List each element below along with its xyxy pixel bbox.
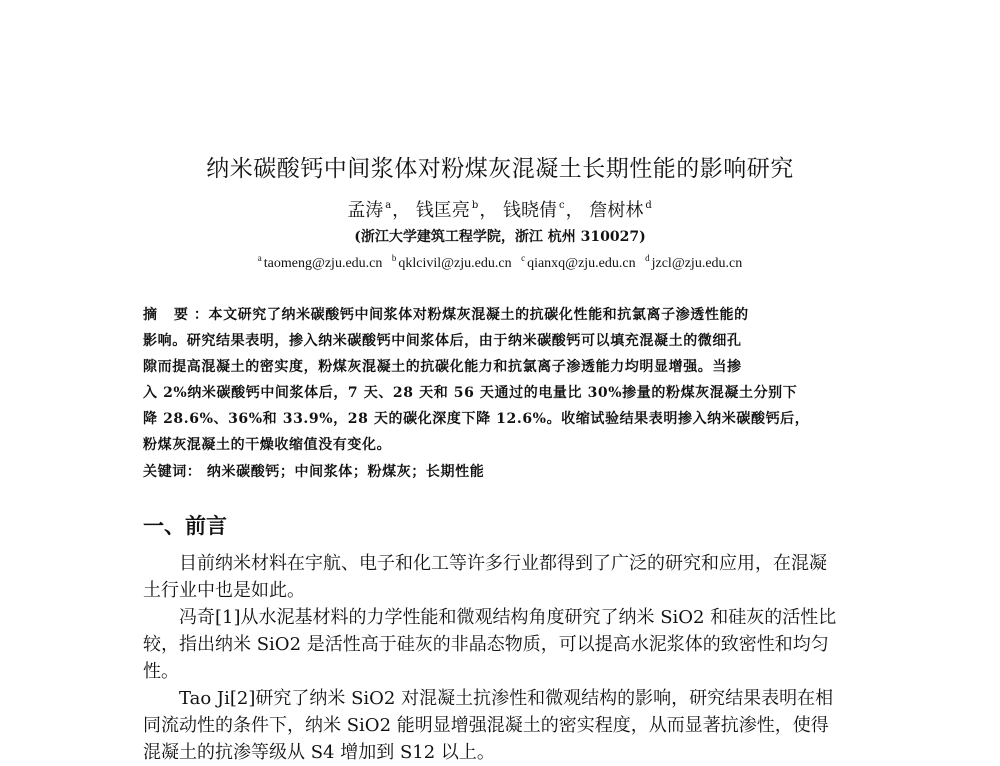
author-mark: b — [471, 200, 479, 211]
email-mark: d — [645, 253, 650, 263]
abstract — [143, 302, 863, 458]
email-link[interactable]: qianxq@zju.edu.cn — [527, 256, 636, 271]
section-heading: 一、前言 — [143, 514, 227, 538]
keywords-label: 关键词： — [143, 464, 202, 480]
email-link[interactable]: qklcivil@zju.edu.cn — [398, 256, 512, 271]
abstract-line: 隙而提高混凝土的密实度，粉煤灰混凝土的抗碳化能力和抗氯离子渗透能力均明显增强。当掺 — [143, 359, 742, 375]
abstract-line: 降 28.6%、36%和 33.9%，28 天的碳化深度下降 12.6%。收缩试验结果表明掺入纳米碳酸钙后， — [143, 411, 810, 427]
email-list — [0, 253, 1000, 272]
abstract-line: 粉煤灰混凝土的干燥收缩值没有变化。 — [143, 437, 392, 453]
keywords-text: 纳米碳酸钙；中间浆体；粉煤灰；长期性能 — [206, 464, 485, 480]
body-line: 目前纳米材料在宇航、电子和化工等许多行业都得到了广泛的研究和应用，在混凝 — [179, 553, 827, 574]
abstract-line: 影响。研究结果表明，掺入纳米碳酸钙中间浆体后，由于纳米碳酸钙可以填充混凝土的微细孔 — [143, 333, 742, 349]
email-link[interactable]: taomeng@zju.edu.cn — [263, 256, 383, 271]
affiliation: (浙江大学建筑工程学院，浙江 杭州 310027) — [354, 229, 646, 245]
abstract-colon: ： — [193, 307, 209, 323]
email-link[interactable]: jzcl@zju.edu.cn — [651, 256, 743, 271]
author-list — [0, 196, 1000, 222]
body-line: 土行业中也是如此。 — [143, 580, 305, 601]
body-line: 同流动性的条件下，纳米 SiO2 能明显增强混凝土的密实程度，从而显著抗渗性，使得 — [143, 715, 829, 736]
body-line: 较，指出纳米 SiO2 是活性高于硅灰的非晶态物质，可以提高水泥浆体的致密性和均匀 — [143, 634, 829, 655]
body-line: 性。 — [143, 661, 179, 682]
body-line: 混凝土的抗渗等级从 S4 增加到 S12 以上。 — [143, 742, 495, 763]
author-separator: ， — [479, 200, 498, 221]
abstract-text: 本文研究了纳米碳酸钙中间浆体对粉煤灰混凝土的抗碳化性能和抗氯离子渗透性能的 — [208, 307, 749, 323]
email-mark: b — [391, 253, 397, 263]
author-separator: ， — [392, 200, 411, 221]
email-mark: a — [257, 253, 262, 263]
email-mark: c — [521, 253, 526, 263]
body-text — [143, 550, 883, 766]
keywords — [143, 461, 484, 481]
author-name: 钱晓倩 — [503, 200, 558, 221]
author-mark: c — [559, 200, 565, 211]
body-line: Tao Ji[2]研究了纳米 SiO2 对混凝土抗渗性和微观结构的影响，研究结果表明在相 — [179, 688, 834, 709]
author-mark: d — [645, 200, 652, 211]
paper-title: 纳米碳酸钙中间浆体对粉煤灰混凝土长期性能的影响研究 — [206, 156, 794, 182]
author-name: 詹树林 — [589, 200, 644, 221]
body-line: 冯奇[1]从水泥基材料的力学性能和微观结构角度研究了纳米 SiO2 和硅灰的活性比 — [179, 607, 837, 628]
author-name: 孟涛 — [347, 200, 384, 221]
author-separator: ， — [565, 200, 584, 221]
abstract-line: 入 2%纳米碳酸钙中间浆体后，7 天、28 天和 56 天通过的电量比 30%掺量的粉煤灰混凝土分别下 — [143, 385, 798, 401]
abstract-label: 摘 要 — [143, 307, 194, 323]
abstract-line — [143, 302, 863, 328]
author-mark: a — [385, 200, 392, 211]
author-name: 钱匡亮 — [415, 200, 470, 221]
